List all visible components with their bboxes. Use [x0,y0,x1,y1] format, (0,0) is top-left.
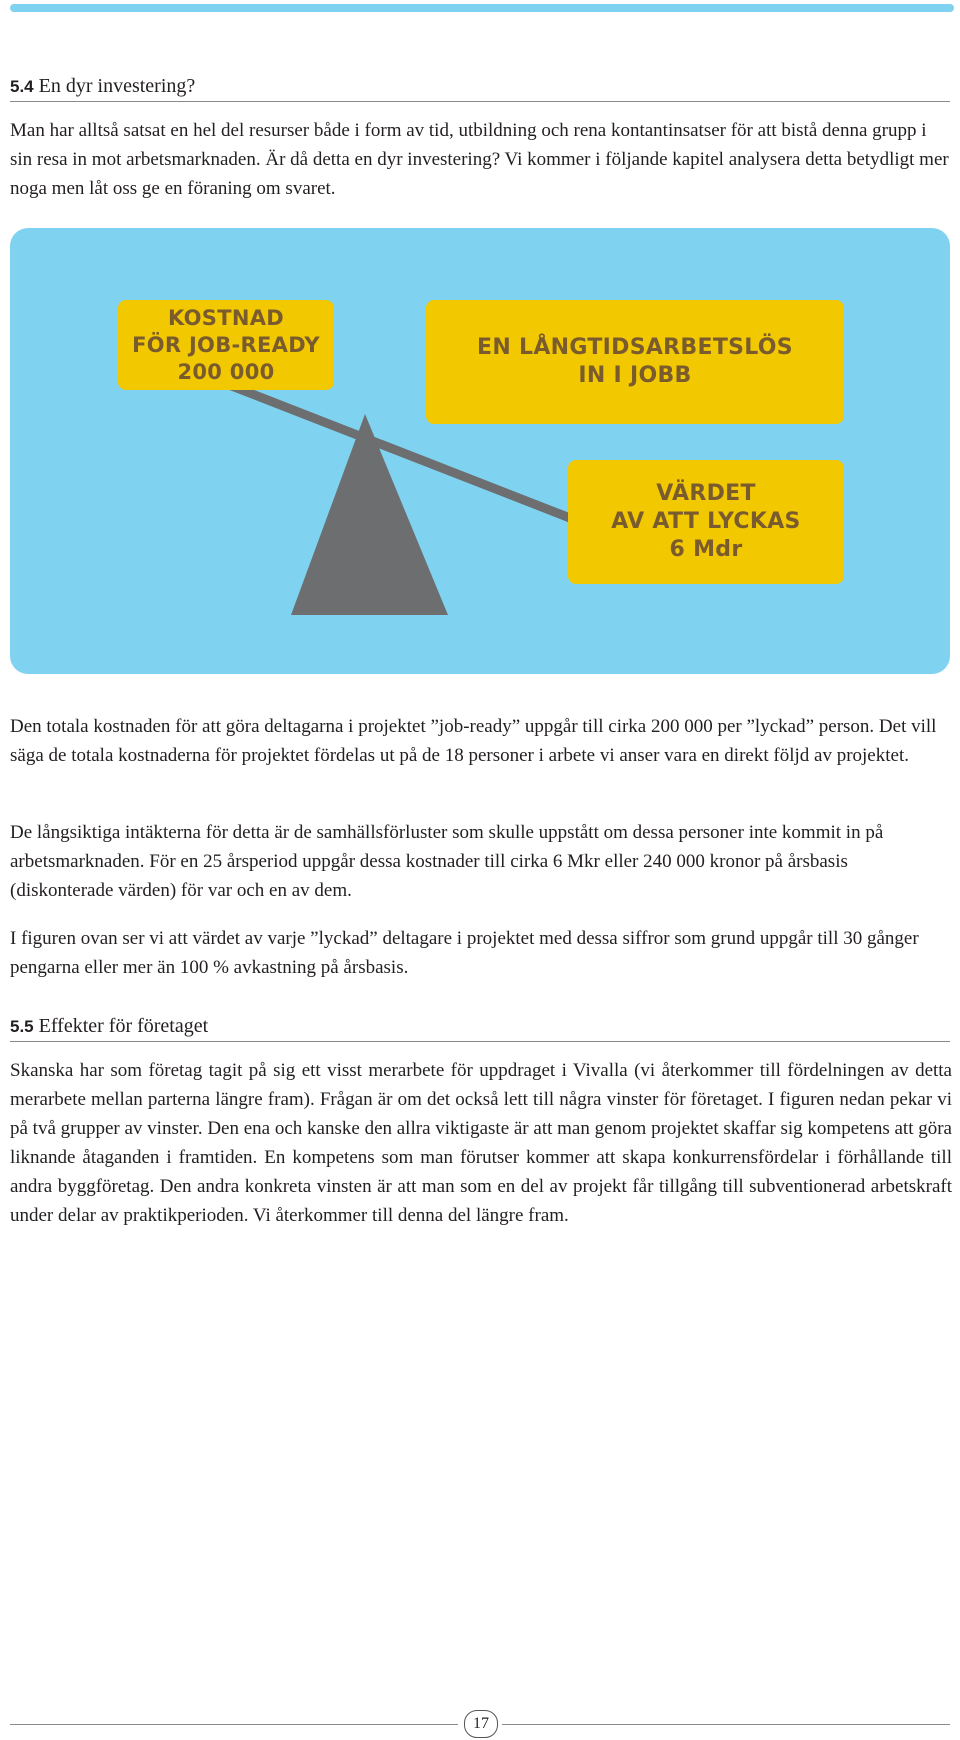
job-box-line-1: EN LÅNGTIDSARBETSLÖS [477,335,793,360]
section-heading-5-4 [10,70,950,102]
section-heading-5-5 [10,1010,950,1042]
section-number: 5.5 [10,1017,34,1036]
body-paragraph-2: De långsiktiga intäkterna för detta är de samhällsförluster som skulle uppstått om dessa personer inte kommit in på arbetsmarknaden. För en 25 årsperiod uppgår dessa kostnader till cirka 6 Mkr eller 240 000 kronor på årsbasis (diskonterade värden) för var och en av dem. [10,822,884,901]
page-number: 17 [464,1710,498,1738]
job-box [426,300,844,424]
intro-paragraph: Man har alltså satsat en hel del resurser både i form av tid, utbildning och rena kontantinsatser för att bistå denna grupp i sin resa in mot arbetsmarknaden. Är då detta en dyr investering? Vi kommer i följande kapitel analysera detta betydligt mer noga men låt oss ge en föraning om svaret. [10,120,949,199]
seesaw-figure [10,228,950,674]
value-box [568,460,844,584]
body-paragraph-1: Den totala kostnaden för att göra deltagarna i projektet ”job-ready” uppgår till cirka 200 000 per ”lyckad” person. Det vill säga de totala kostnaderna för projektet fördelas ut på de 18 personer i arbete vi anser vara en direkt följd av projektet. [10,716,937,766]
job-box-line-2: IN I JOBB [578,363,692,388]
cost-box-line-1: KOSTNAD [168,305,284,330]
footer-rule-right [502,1724,950,1725]
cost-box-line-3: 200 000 [177,359,275,384]
cost-box [118,300,334,390]
value-box-line-2: AV ATT LYCKAS [611,509,801,534]
section-5-5-paragraph: Skanska har som företag tagit på sig ett visst merarbete för uppdraget i Vivalla (vi återkommer till fördelningen av detta merarbete mellan parterna längre fram). Frågan är om det också lett till några vinster för företaget. I figuren nedan pekar vi på två grupper av vinster. Den ena och kanske den allra viktigaste är att man genom projektet skaffar sig kompetens att göra liknande åtaganden i framtiden. En kompetens som man förutser kommer att skapa konkurrensfördelar i förhållande till andra byggföretag. Den andra konkreta vinsten är att man som en del av projekt får tillgång till subventionerad arbetskraft under delar av praktikperioden. Vi återkommer till denna del längre fram. [10,1060,952,1226]
section-number: 5.4 [10,77,34,96]
value-box-line-3: 6 Mdr [669,537,743,562]
page-footer [0,1708,960,1740]
value-box-line-1: VÄRDET [656,481,756,506]
body-paragraph-3: I figuren ovan ser vi att värdet av varje ”lyckad” deltagare i projektet med dessa siffror som grund uppgår till 30 gånger pengarna eller mer än 100 % avkastning på årsbasis. [10,928,919,978]
section-title: En dyr investering? [33,75,196,97]
footer-rule-left [10,1724,458,1725]
seesaw-drawing [10,228,950,674]
top-decorative-rule [10,4,954,12]
cost-box-line-2: FÖR JOB-READY [132,332,320,357]
section-title: Effekter för företaget [33,1015,209,1037]
